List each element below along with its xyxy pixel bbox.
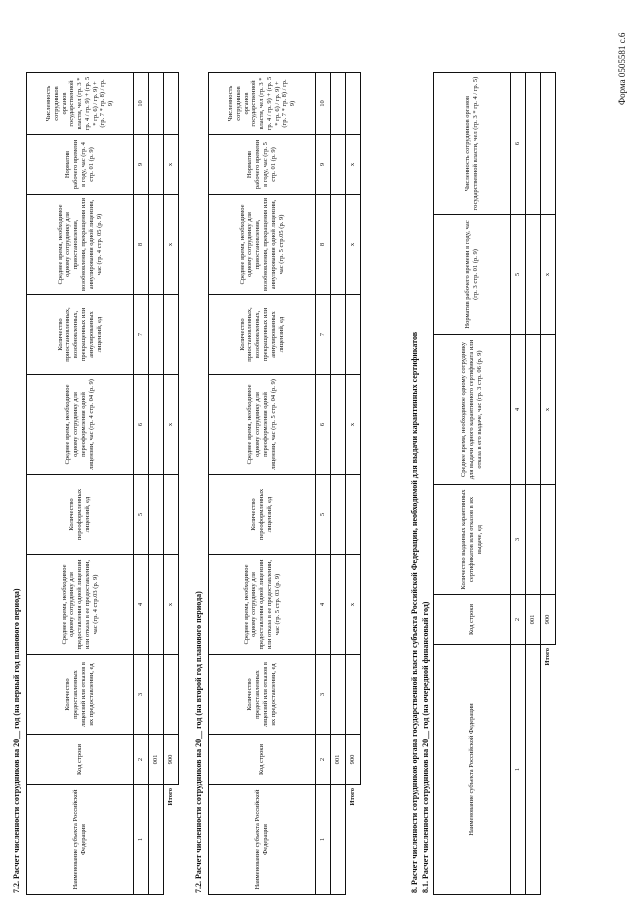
form-code: Форма 0505581 с.6: [617, 32, 627, 105]
header-row: [209, 73, 316, 895]
x-mark: x: [541, 335, 556, 485]
x-mark: x: [164, 555, 179, 655]
header-cell: Количество приостановленных, возобновленных, прекращенных или аннулированных лицензий, ед: [209, 295, 316, 375]
header-cell: Норматив рабочего времени в году, час (гр. 3 стр. 01 (р. 9): [434, 215, 511, 335]
total-cell[interactable]: [164, 295, 179, 375]
data-cell[interactable]: [331, 135, 346, 195]
column-number: 4: [134, 555, 149, 655]
column-numbers-row: [316, 73, 331, 895]
total-cell[interactable]: [541, 485, 556, 595]
data-cell[interactable]: [331, 655, 346, 735]
total-cell[interactable]: [346, 295, 361, 375]
total-cell[interactable]: [164, 475, 179, 555]
total-label: Итого: [349, 788, 357, 806]
total-code: 900: [346, 735, 361, 785]
header-row: [434, 73, 511, 895]
column-numbers-row: [134, 73, 149, 895]
data-cell[interactable]: [526, 335, 541, 485]
header-cell: Среднее время, необходимое одному сотруднику для переоформления одной лицензии, час (гр. 4 стр. 04 (р. 9): [27, 375, 134, 475]
column-number: 2: [134, 735, 149, 785]
data-cell[interactable]: [149, 475, 164, 555]
column-number: 4: [511, 335, 526, 485]
column-number: 3: [316, 655, 331, 735]
column-number: 9: [134, 135, 149, 195]
column-number: 1: [511, 645, 526, 895]
x-mark: x: [346, 135, 361, 195]
region-cell[interactable]: [149, 785, 164, 895]
row-code: 001: [526, 595, 541, 645]
total-cell[interactable]: [346, 655, 361, 735]
header-cell: Среднее время, необходимое одному сотруднику для переоформления одной лицензии, час (гр. 5 стр. 04 (р. 9): [209, 375, 316, 475]
header-cell: Численность сотрудников органов государственной власти, чел (гр. 3 * гр. 4 / гр. 9) + (гр. 5 * гр. 6) / гр. 9) + (гр. 7 * гр. 8) / гр. 9): [27, 73, 134, 135]
table-8-1: [433, 72, 556, 895]
total-label: Итого: [544, 648, 552, 666]
row-code: 001: [149, 735, 164, 785]
row-code: 001: [331, 735, 346, 785]
data-cell[interactable]: [149, 375, 164, 475]
total-cell[interactable]: [346, 73, 361, 135]
column-number: 1: [316, 785, 331, 895]
data-cell[interactable]: [331, 73, 346, 135]
data-cell[interactable]: [149, 655, 164, 735]
data-cell[interactable]: [331, 555, 346, 655]
header-cell: Норматив рабочего времени в году, час (гр. 4 стр. 01 (р. 9): [27, 135, 134, 195]
header-cell: Наименование субъекта Российской Федерации: [434, 645, 511, 895]
header-cell: Наименование субъекта Российской Федерации: [209, 785, 316, 895]
x-mark: x: [346, 555, 361, 655]
data-cell[interactable]: [149, 135, 164, 195]
column-number: 9: [316, 135, 331, 195]
region-cell[interactable]: [526, 645, 541, 895]
region-cell[interactable]: [331, 785, 346, 895]
header-cell: Код строки: [434, 595, 511, 645]
data-cell[interactable]: [149, 195, 164, 295]
total-cell[interactable]: [164, 73, 179, 135]
column-numbers-row: [511, 73, 526, 895]
column-number: 1: [134, 785, 149, 895]
header-cell: Количество переоформленных лицензий, ед: [27, 475, 134, 555]
column-number: 10: [316, 73, 331, 135]
total-code: 900: [541, 595, 556, 645]
data-cell[interactable]: [149, 73, 164, 135]
header-cell: Среднее время, необходимое одному сотруднику для приостановления, возобновления, прекращения или аннулирования одной лицензии, час (гр. 4 стр. 05 (р. 9): [27, 195, 134, 295]
header-cell: Численность сотрудников органов государственной власти, чел (гр. 3 * гр. 4 / гр. 5): [434, 73, 511, 215]
x-mark: x: [164, 135, 179, 195]
table-row: [526, 73, 541, 895]
header-cell: Код строки: [209, 735, 316, 785]
data-cell[interactable]: [331, 295, 346, 375]
data-cell[interactable]: [331, 195, 346, 295]
column-number: 5: [316, 475, 331, 555]
x-mark: x: [541, 215, 556, 335]
column-number: 4: [316, 555, 331, 655]
column-number: 5: [511, 215, 526, 335]
column-number: 7: [316, 295, 331, 375]
header-cell: Норматив рабочего времени в году, час (гр. 5 стр. 01 (р. 9): [209, 135, 316, 195]
total-row: [164, 73, 179, 895]
total-code: 900: [164, 735, 179, 785]
header-cell: Количество приостановленных, возобновленных, прекращенных или аннулированных лицензий, ед: [27, 295, 134, 375]
header-cell: Количество выданных карантинных сертификатов или отказов в их выдаче, ед: [434, 485, 511, 595]
table-row: [331, 73, 346, 895]
x-mark: x: [346, 195, 361, 295]
data-cell[interactable]: [526, 215, 541, 335]
x-mark: x: [164, 195, 179, 295]
header-cell: Среднее время, необходимое одному сотруднику для приостановления, возобновления, прекращения или аннулирования одной лицензии, час (гр. 5 стр.05 (р. 9): [209, 195, 316, 295]
column-number: 6: [511, 73, 526, 215]
section-7-2a-title: 7.2. Расчет численности сотрудников на 20__ год (на первый год планового периода): [12, 588, 21, 893]
column-number: 2: [511, 595, 526, 645]
x-mark: x: [346, 375, 361, 475]
data-cell[interactable]: [149, 295, 164, 375]
table-row: [149, 73, 164, 895]
column-number: 3: [134, 655, 149, 735]
table-7-2b: [208, 72, 361, 895]
header-cell: Среднее время, необходимое одному сотруднику для выдачи одного карантинного сертификата или отказа в его выдаче, час (гр. 3 стр. 06 (р. 9): [434, 335, 511, 485]
x-mark: x: [164, 375, 179, 475]
data-cell[interactable]: [526, 73, 541, 215]
column-number: 7: [134, 295, 149, 375]
total-label: Итого: [167, 788, 175, 806]
header-cell: Среднее время, необходимое одному сотруднику для предоставления одной лицензии или отказа в ее предоставлении, час (гр. 5 стр. 03 (р. 9): [209, 555, 316, 655]
header-cell: Среднее время, необходимое одному сотруднику для предоставления одной лицензии или отказа в ее предоставлении, час (гр. 4 стр.03 (р. 9): [27, 555, 134, 655]
column-number: 8: [316, 195, 331, 295]
column-number: 6: [134, 375, 149, 475]
total-row: [346, 73, 361, 895]
header-cell: Численность сотрудников органов государственной власти, чел (гр. 3 * гр. 4 / гр. 9) + (гр. 5 * гр. 6) / гр. 9) + (гр. 7 * гр. 8) / гр. 9): [209, 73, 316, 135]
data-cell[interactable]: [526, 485, 541, 595]
header-cell: Количество переоформленных лицензий, ед: [209, 475, 316, 555]
column-number: 5: [134, 475, 149, 555]
section-7-2b-title: 7.2. Расчет численности сотрудников на 20__ год (на второй год планового периода): [194, 591, 203, 893]
header-row: [27, 73, 134, 895]
data-cell[interactable]: [331, 375, 346, 475]
section-8-1-subtitle: 8.1. Расчет численности сотрудников на 20__ год (на очередной финансовый год): [421, 601, 430, 893]
table-7-2a: [26, 72, 179, 895]
header-cell: Наименование субъекта Российской Федерации: [27, 785, 134, 895]
column-number: 8: [134, 195, 149, 295]
header-cell: Количество предоставленных лицензий или отказов в их предоставлении, ед: [209, 655, 316, 735]
column-number: 10: [134, 73, 149, 135]
column-number: 6: [316, 375, 331, 475]
column-number: 2: [316, 735, 331, 785]
data-cell[interactable]: [331, 475, 346, 555]
header-cell: Количество предоставленных лицензий или отказов в их предоставлении, ед: [27, 655, 134, 735]
header-cell: Код строки: [27, 735, 134, 785]
total-cell[interactable]: [541, 73, 556, 215]
column-number: 3: [511, 485, 526, 595]
data-cell[interactable]: [149, 555, 164, 655]
section-8-title: 8. Расчет численности сотрудников органа государственной власти субъекта Российской Федерации, необходимой для выдачи карантинных сертификатов: [410, 331, 419, 893]
total-cell[interactable]: [164, 655, 179, 735]
total-cell[interactable]: [346, 475, 361, 555]
total-row: [541, 73, 556, 895]
